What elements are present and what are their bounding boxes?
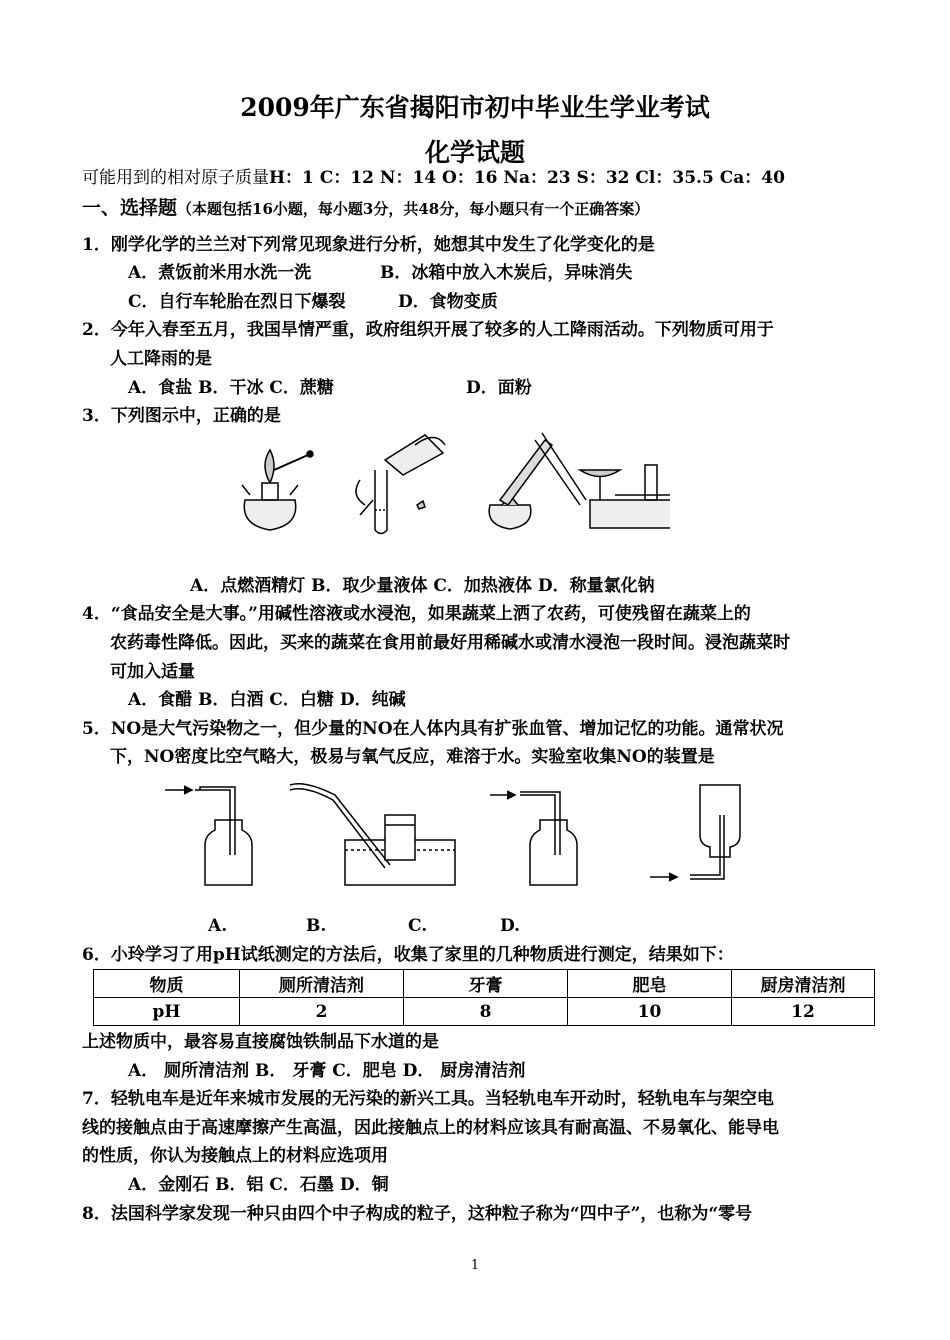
q2-stem2: 人工降雨的是 — [110, 349, 212, 369]
atomic-mass-line — [82, 166, 785, 190]
page-number: 1 — [470, 1258, 480, 1273]
q3-figures — [230, 425, 670, 540]
q3-opts: A．点燃酒精灯 B．取少量液体 C．加热液体 D．称量氯化钠 — [190, 576, 655, 596]
q1-opt-c: C．自行车轮胎在烈日下爆裂 — [128, 292, 346, 312]
ph-table-header: 物质 — [94, 970, 240, 998]
q8-stem: 8．法国科学家发现一种只由四个中子构成的粒子，这种粒子称为“四中子”，也称为“零号 — [82, 1204, 753, 1224]
q6-opts: A． 厕所清洁剂 B． 牙膏 C．肥皂 D． 厨房清洁剂 — [128, 1061, 526, 1081]
water-trough-b-figure — [290, 784, 455, 885]
q2-stem: 2．今年入春至五月，我国旱情严重，政府组织开展了较多的人工降雨活动。下列物质可用于 — [82, 320, 774, 340]
ph-table-header: 厕所清洁剂 — [240, 970, 404, 998]
exam-subtitle: 化学试题 — [424, 138, 525, 167]
ph-table-header: 牙膏 — [404, 970, 568, 998]
q4-opts: A．食醋 B．白酒 C．白糖 D．纯碱 — [128, 690, 406, 710]
ph-table-cell: 12 — [732, 998, 875, 1026]
q7-stem3: 的性质，你认为接触点上的材料应选项用 — [82, 1146, 388, 1166]
q6-after: 上述物质中，最容易直接腐蚀铁制品下水道的是 — [82, 1032, 439, 1052]
test-tube-b-figure — [356, 435, 445, 534]
ph-table-cell: 10 — [568, 998, 732, 1026]
ph-table-header-row — [94, 970, 875, 998]
q5-label-b: B. — [306, 916, 327, 936]
heating-liquid-c-figure — [489, 433, 586, 529]
inverted-bottle-d-figure — [650, 785, 740, 881]
q4-stem2: 农药毒性降低。因此，买来的蔬菜在食用前最好用稀碱水或清水浸泡一段时间。浸泡蔬菜时 — [110, 633, 790, 653]
gas-bottle-c-figure — [490, 791, 577, 885]
q7-stem2: 线的接触点由于高速摩擦产生高温，因此接触点上的材料应该具有耐高温、不易氧化、能导电 — [82, 1118, 779, 1138]
q5-label-c: C. — [408, 916, 428, 936]
q2-opt-d: D．面粉 — [466, 378, 532, 398]
ph-table-cell: pH — [94, 998, 240, 1026]
ph-table-row — [94, 998, 875, 1026]
atomic-mass-values: H：1 C：12 N：14 O：16 Na：23 S：32 Cl：35.5 Ca：40 — [269, 168, 785, 188]
q4-stem3: 可加入适量 — [110, 662, 195, 682]
ph-table-header: 厨房清洁剂 — [732, 970, 875, 998]
atomic-mass-prefix: 可能用到的相对原子质量 — [82, 168, 269, 188]
q3-stem: 3．下列图示中，正确的是 — [82, 406, 281, 426]
section1-heading: 一、选择题 — [82, 197, 178, 219]
q6-stem: 6．小玲学习了用pH试纸测定的方法后，收集了家里的几种物质进行测定，结果如下： — [82, 945, 734, 965]
section1-heading-line — [82, 196, 649, 221]
q5-stem2: 下，NO密度比空气略大，极易与氧气反应，难溶于水。实验室收集NO的装置是 — [110, 747, 715, 767]
exam-title: 2009年广东省揭阳市初中毕业生学业考试 — [240, 93, 710, 122]
alcohol-lamp-a-figure — [242, 450, 313, 530]
q1-stem: 1．刚学化学的兰兰对下列常见现象进行分析，她想其中发生了化学变化的是 — [82, 235, 655, 255]
q7-opts: A．金刚石 B．铝 C．石墨 D．铜 — [128, 1175, 389, 1195]
q4-stem: 4．“食品安全是大事。”用碱性溶液或水浸泡，如果蔬菜上洒了农药，可使残留在蔬菜上的 — [82, 604, 751, 624]
ph-table-header: 肥皂 — [568, 970, 732, 998]
section1-note: （本题包括16小题，每小题3分，共48分，每小题只有一个正确答案） — [177, 200, 650, 218]
q1-opt-a: A．煮饭前米用水洗一洗 — [128, 263, 312, 283]
ph-table — [93, 969, 875, 1026]
q5-label-a: A. — [208, 916, 228, 936]
gas-bottle-a-figure — [165, 786, 252, 885]
q5-stem: 5．NO是大气污染物之一，但少量的NO在人体内具有扩张血管、增加记忆的功能。通常状况 — [82, 719, 784, 739]
q5-figures — [160, 775, 760, 895]
q2-opts: A．食盐 B．干冰 C．蔗糖 — [128, 378, 334, 398]
q1-opt-b: B．冰箱中放入木炭后，异味消失 — [380, 263, 633, 283]
ph-table-cell: 2 — [240, 998, 404, 1026]
q5-label-d: D. — [500, 916, 521, 936]
ph-table-cell: 8 — [404, 998, 568, 1026]
q1-opt-d: D．食物变质 — [398, 292, 498, 312]
balance-d-figure — [580, 455, 670, 528]
q7-stem: 7．轻轨电车是近年来城市发展的无污染的新兴工具。当轻轨电车开动时，轻轨电车与架空电 — [82, 1089, 774, 1109]
